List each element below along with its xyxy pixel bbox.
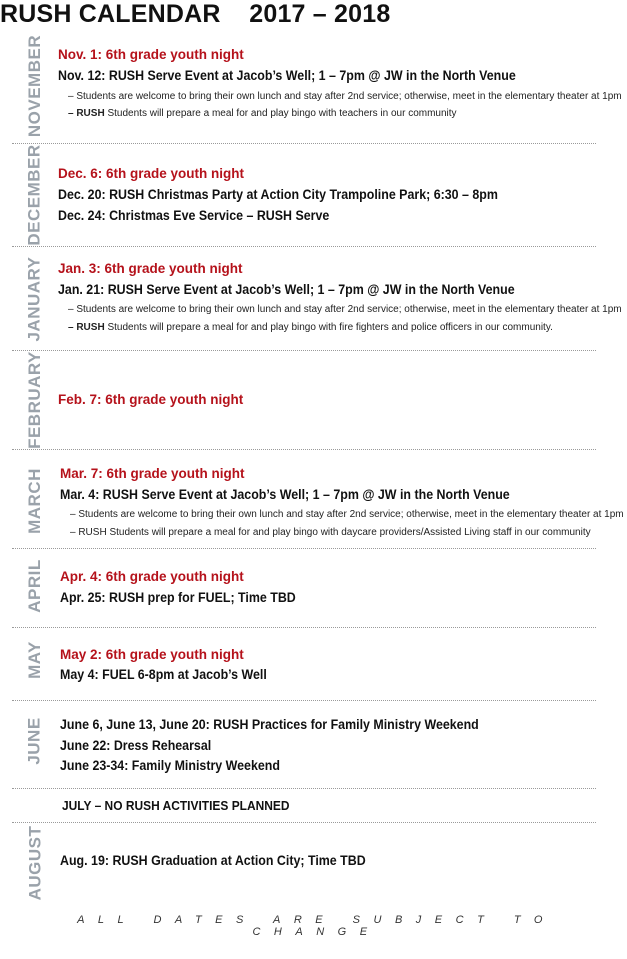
event-jan-3: Jan. 3: 6th grade youth night — [58, 261, 243, 276]
month-label-february: FEBRUARY — [25, 351, 45, 449]
divider — [12, 548, 596, 549]
month-label-december: DECEMBER — [25, 144, 45, 246]
month-label-august: AUGUST — [25, 825, 44, 901]
event-mar-7: Mar. 7: 6th grade youth night — [60, 466, 245, 481]
event-june-22: June 22: Dress Rehearsal — [60, 738, 212, 753]
event-feb-7: Feb. 7: 6th grade youth night — [58, 392, 244, 407]
month-label-march: MARCH — [25, 468, 44, 534]
disclaimer-footer: ALL DATES ARE SUBJECT TO CHANGE — [77, 914, 556, 938]
divider — [12, 627, 596, 628]
note-jan-meal: – RUSH Students will prepare a meal for and play bingo with fire fighters and police officers in our community. — [68, 322, 553, 333]
note-jan-lunch: – Students are welcome to bring their own lunch and stay after 2nd service; otherwise, meet in the elementary theater at 1pm — [68, 304, 622, 315]
event-jan-21: Jan. 21: RUSH Serve Event at Jacob’s Well; 1 – 7pm @ JW in the North Venue — [58, 282, 515, 297]
event-nov-12: Nov. 12: RUSH Serve Event at Jacob’s Well; 1 – 7pm @ JW in the North Venue — [58, 68, 516, 83]
divider — [12, 143, 596, 144]
event-apr-4: Apr. 4: 6th grade youth night — [60, 569, 244, 584]
note-mar-meal: – RUSH Students will prepare a meal for and play bingo with daycare providers/Assisted Living staff in our community — [70, 527, 591, 538]
divider — [12, 350, 596, 351]
month-label-november: NOVEMBER — [25, 34, 45, 138]
event-july: JULY – NO RUSH ACTIVITIES PLANNED — [62, 798, 290, 813]
note-nov-meal: – RUSH Students will prepare a meal for and play bingo with teachers in our community — [68, 108, 457, 119]
event-june-23: June 23-34: Family Ministry Weekend — [60, 758, 280, 773]
event-mar-4: Mar. 4: RUSH Serve Event at Jacob’s Well; 1 – 7pm @ JW in the North Venue — [60, 487, 510, 502]
event-dec-20: Dec. 20: RUSH Christmas Party at Action City Trampoline Park; 6:30 – 8pm — [58, 187, 498, 202]
event-may-4: May 4: FUEL 6-8pm at Jacob’s Well — [60, 667, 267, 682]
divider — [12, 449, 596, 450]
event-aug-19: Aug. 19: RUSH Graduation at Action City; Time TBD — [60, 853, 366, 868]
divider — [12, 822, 596, 823]
month-label-may: MAY — [25, 641, 44, 679]
event-nov-1: Nov. 1: 6th grade youth night — [58, 47, 244, 62]
event-apr-25: Apr. 25: RUSH prep for FUEL; Time TBD — [60, 590, 296, 605]
event-dec-24: Dec. 24: Christmas Eve Service – RUSH Serve — [58, 208, 330, 223]
note-mar-lunch: – Students are welcome to bring their own lunch and stay after 2nd service; otherwise, meet in the elementary theater at 1pm — [70, 509, 624, 520]
divider — [12, 700, 596, 701]
page-title: RUSH CALENDAR 2017 – 2018 — [0, 0, 391, 28]
divider — [12, 246, 596, 247]
event-dec-6: Dec. 6: 6th grade youth night — [58, 166, 245, 181]
divider — [12, 788, 596, 789]
event-june-practices: June 6, June 13, June 20: RUSH Practices for Family Ministry Weekend — [60, 717, 479, 732]
month-label-january: JANUARY — [25, 256, 45, 342]
month-label-april: APRIL — [25, 559, 44, 613]
month-label-june: JUNE — [24, 717, 44, 765]
note-nov-lunch: – Students are welcome to bring their own lunch and stay after 2nd service; otherwise, meet in the elementary theater at 1pm — [68, 91, 622, 102]
event-may-2: May 2: 6th grade youth night — [60, 647, 244, 662]
